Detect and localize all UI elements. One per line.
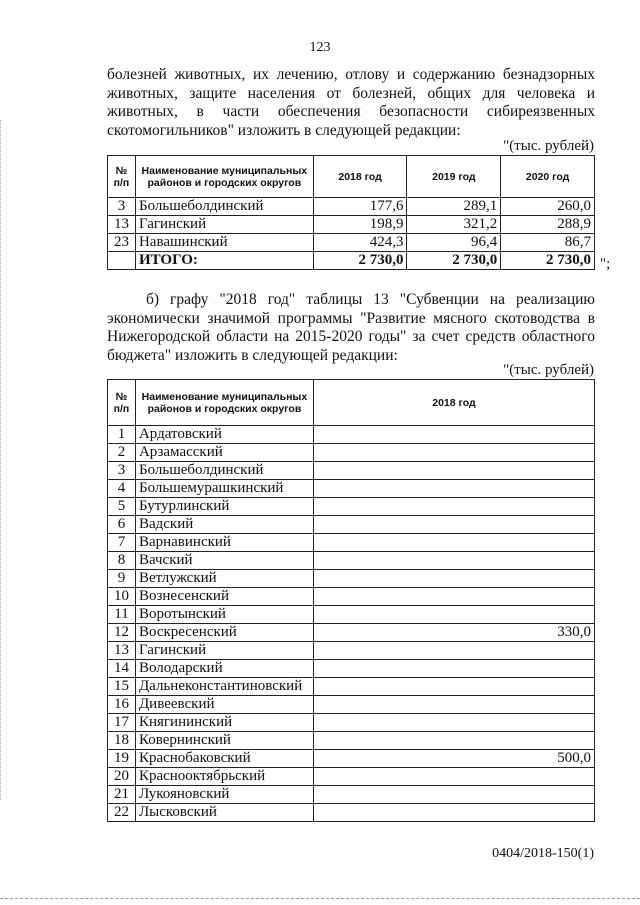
row-name: Вадский (135, 516, 313, 534)
row-2020: 260,0 (501, 198, 595, 216)
row-num: 6 (108, 516, 136, 534)
row-num: 22 (108, 804, 136, 822)
table1-header-row (108, 156, 595, 198)
row-2018 (313, 804, 594, 822)
row-2018 (313, 678, 594, 696)
table-row (108, 678, 595, 696)
section-b-line: Нижегородской области на 2015-2020 годы" за счет средств областного (107, 328, 595, 345)
row-num: 10 (108, 588, 136, 606)
row-name: Варнавинский (135, 534, 313, 552)
table-row (108, 516, 595, 534)
table-row (108, 552, 595, 570)
header-name: Наименование муниципальных районов и городских округов (135, 156, 313, 198)
table-row (108, 480, 595, 498)
row-2018 (313, 426, 594, 444)
total-num-empty (108, 252, 136, 270)
row-name: Гагинский (135, 216, 313, 234)
row-2018 (313, 516, 594, 534)
row-name: Вознесенский (135, 588, 313, 606)
row-num: 23 (108, 234, 136, 252)
section-b-paragraph (107, 291, 595, 365)
table-row (108, 444, 595, 462)
row-2018 (313, 660, 594, 678)
row-2018 (313, 552, 594, 570)
row-2020: 288,9 (501, 216, 595, 234)
row-2018 (313, 786, 594, 804)
row-name: Воскресенский (135, 624, 313, 642)
row-num: 5 (108, 498, 136, 516)
row-2018 (313, 462, 594, 480)
table-row (108, 768, 595, 786)
row-2019: 321,2 (407, 216, 501, 234)
row-name: Княгининский (135, 714, 313, 732)
table-row (108, 750, 595, 768)
total-2018: 2 730,0 (313, 252, 407, 270)
header-2018: 2018 год (313, 156, 407, 198)
row-2019: 96,4 (407, 234, 501, 252)
row-2018 (313, 642, 594, 660)
row-num: 15 (108, 678, 136, 696)
row-num: 18 (108, 732, 136, 750)
intro-line: болезней животных, их лечению, отлову и содержанию безнадзорных (107, 66, 595, 83)
row-num: 13 (108, 216, 136, 234)
row-num: 2 (108, 444, 136, 462)
table-row (108, 642, 595, 660)
table2 (107, 379, 595, 822)
row-2018: 198,9 (313, 216, 407, 234)
total-label: ИТОГО: (135, 252, 313, 270)
row-2018: 424,3 (313, 234, 407, 252)
intro-line: животных, в части обеспечения безопасности сибиреязвенных (107, 103, 595, 120)
table2-header-row (108, 380, 595, 426)
intro-line: животных, защите населения от болезней, общих для человека и (107, 84, 595, 102)
header-num: № п/п (108, 156, 136, 198)
row-num: 13 (108, 642, 136, 660)
table-row (108, 462, 595, 480)
document-code: 0404/2018-150(1) (492, 846, 594, 861)
scan-edge-artifact (0, 120, 4, 800)
row-2018 (313, 480, 594, 498)
row-2018 (313, 534, 594, 552)
section-b-line: б) графу "2018 год" таблицы 13 "Субвенции на реализацию (146, 291, 595, 308)
row-2018: 500,0 (313, 750, 594, 768)
table-row (108, 732, 595, 750)
table-row (108, 426, 595, 444)
table-row (108, 534, 595, 552)
row-name: Лукояновский (135, 786, 313, 804)
scan-bottom-artifact (0, 898, 640, 901)
row-name: Ветлужский (135, 570, 313, 588)
row-num: 16 (108, 696, 136, 714)
row-2018 (313, 714, 594, 732)
table-row (108, 660, 595, 678)
row-num: 21 (108, 786, 136, 804)
table-row (108, 606, 595, 624)
row-name: Большеболдинский (135, 462, 313, 480)
row-name: Гагинский (135, 642, 313, 660)
row-name: Воротынский (135, 606, 313, 624)
row-num: 12 (108, 624, 136, 642)
row-num: 20 (108, 768, 136, 786)
row-num: 17 (108, 714, 136, 732)
table-row (108, 216, 595, 234)
header-2019: 2019 год (407, 156, 501, 198)
table1 (107, 155, 595, 270)
table-row (108, 198, 595, 216)
table-row (108, 804, 595, 822)
row-2018 (313, 588, 594, 606)
table-row (108, 696, 595, 714)
row-name: Ардатовский (135, 426, 313, 444)
row-name: Дальнеконстантиновский (135, 678, 313, 696)
row-num: 4 (108, 480, 136, 498)
row-2018 (313, 570, 594, 588)
header-2018: 2018 год (313, 380, 594, 426)
row-name: Краснобаковский (135, 750, 313, 768)
table-row (108, 588, 595, 606)
section-b-line: экономически значимой программы "Развитие мясного скотоводства в (107, 309, 595, 327)
row-name: Дивеевский (135, 696, 313, 714)
row-name: Лысковский (135, 804, 313, 822)
row-name: Большеболдинский (135, 198, 313, 216)
row-name: Большемурашкинский (135, 480, 313, 498)
row-name: Бутурлинский (135, 498, 313, 516)
row-num: 8 (108, 552, 136, 570)
row-name: Ковернинский (135, 732, 313, 750)
table2-units: "(тыс. рублей) (503, 362, 594, 378)
table-row (108, 498, 595, 516)
header-num: № п/п (108, 380, 136, 426)
row-2018: 177,6 (313, 198, 407, 216)
table1-closing-quote: "; (600, 256, 611, 272)
row-name: Краснооктябрьский (135, 768, 313, 786)
row-2018 (313, 732, 594, 750)
row-num: 3 (108, 462, 136, 480)
row-2019: 289,1 (407, 198, 501, 216)
header-name: Наименование муниципальных районов и городских округов (135, 380, 313, 426)
table-row (108, 234, 595, 252)
row-num: 7 (108, 534, 136, 552)
header-2020: 2020 год (501, 156, 595, 198)
row-num: 11 (108, 606, 136, 624)
row-name: Володарский (135, 660, 313, 678)
total-row (108, 252, 595, 270)
row-num: 19 (108, 750, 136, 768)
row-2018 (313, 498, 594, 516)
table1-units: "(тыс. рублей) (503, 138, 594, 154)
intro-paragraph (107, 66, 595, 140)
table-row (108, 786, 595, 804)
row-num: 14 (108, 660, 136, 678)
total-2019: 2 730,0 (407, 252, 501, 270)
row-2018 (313, 444, 594, 462)
page-number: 123 (309, 40, 331, 55)
table-row (108, 570, 595, 588)
row-2018 (313, 696, 594, 714)
row-name: Вачский (135, 552, 313, 570)
total-2020: 2 730,0 (501, 252, 595, 270)
row-name: Навашинский (135, 234, 313, 252)
row-2018 (313, 606, 594, 624)
table-row (108, 624, 595, 642)
row-num: 3 (108, 198, 136, 216)
table-row (108, 714, 595, 732)
row-name: Арзамасский (135, 444, 313, 462)
row-num: 9 (108, 570, 136, 588)
row-2018 (313, 768, 594, 786)
row-2018: 330,0 (313, 624, 594, 642)
row-num: 1 (108, 426, 136, 444)
row-2020: 86,7 (501, 234, 595, 252)
intro-line: скотомогильников" изложить в следующей редакции: (107, 121, 461, 139)
section-b-line: бюджета" изложить в следующей редакции: (107, 346, 398, 364)
